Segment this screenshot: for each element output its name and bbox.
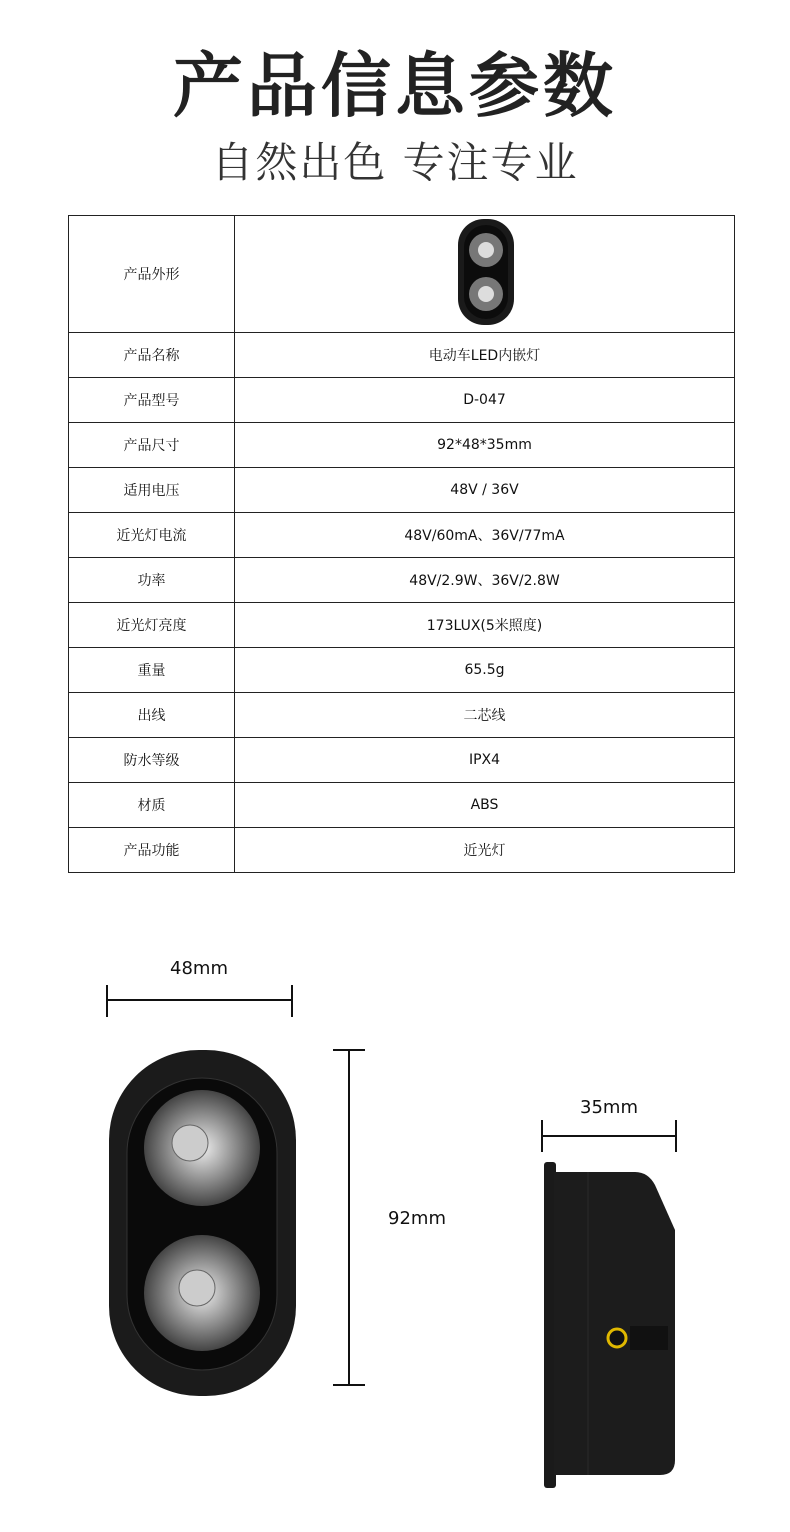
row-label: 产品外形: [69, 216, 235, 333]
table-row: [69, 828, 735, 873]
lamp-thumbnail-icon: [450, 217, 520, 327]
table-row: [69, 783, 735, 828]
height-dimension-line-icon: [333, 1048, 367, 1388]
row-value: IPX4: [235, 738, 735, 783]
row-value: 48V / 36V: [235, 468, 735, 513]
row-label: 出线: [69, 693, 235, 738]
table-row: [69, 558, 735, 603]
row-value: 48V/2.9W、36V/2.8W: [235, 558, 735, 603]
row-label: 近光灯电流: [69, 513, 235, 558]
row-label: 重量: [69, 648, 235, 693]
page-subtitle: 自然出色 专注专业: [211, 138, 579, 187]
lamp-side-view-icon: [540, 1160, 682, 1490]
page-title: 产品信息参数: [173, 45, 617, 127]
width-dimension-label: 48mm: [170, 958, 228, 979]
row-value: 173LUX(5米照度): [235, 603, 735, 648]
table-row: [69, 423, 735, 468]
row-label: 产品尺寸: [69, 423, 235, 468]
row-value: 48V/60mA、36V/77mA: [235, 513, 735, 558]
table-row: [69, 693, 735, 738]
lamp-front-view-icon: [105, 1048, 300, 1398]
table-row: [69, 513, 735, 558]
table-row: [69, 378, 735, 423]
row-label: 功率: [69, 558, 235, 603]
table-row: [69, 648, 735, 693]
row-value: 电动车LED内嵌灯: [235, 333, 735, 378]
row-label: 适用电压: [69, 468, 235, 513]
height-dimension-label: 92mm: [388, 1208, 446, 1229]
table-row: [69, 738, 735, 783]
table-row: [69, 468, 735, 513]
row-value: 65.5g: [235, 648, 735, 693]
row-value: ABS: [235, 783, 735, 828]
row-value: D-047: [235, 378, 735, 423]
row-label: 产品型号: [69, 378, 235, 423]
row-value: 近光灯: [235, 828, 735, 873]
row-label: 产品名称: [69, 333, 235, 378]
row-label: 产品功能: [69, 828, 235, 873]
spec-table: [68, 215, 735, 873]
row-label: 近光灯亮度: [69, 603, 235, 648]
product-thumbnail: [235, 216, 735, 333]
table-row: [69, 333, 735, 378]
table-row: [69, 603, 735, 648]
depth-dimension-line-icon: [538, 1120, 680, 1154]
depth-dimension-label: 35mm: [580, 1097, 638, 1118]
row-label: 防水等级: [69, 738, 235, 783]
row-value: 二芯线: [235, 693, 735, 738]
table-row: [69, 216, 735, 333]
row-value: 92*48*35mm: [235, 423, 735, 468]
row-label: 材质: [69, 783, 235, 828]
width-dimension-line-icon: [100, 985, 300, 1019]
